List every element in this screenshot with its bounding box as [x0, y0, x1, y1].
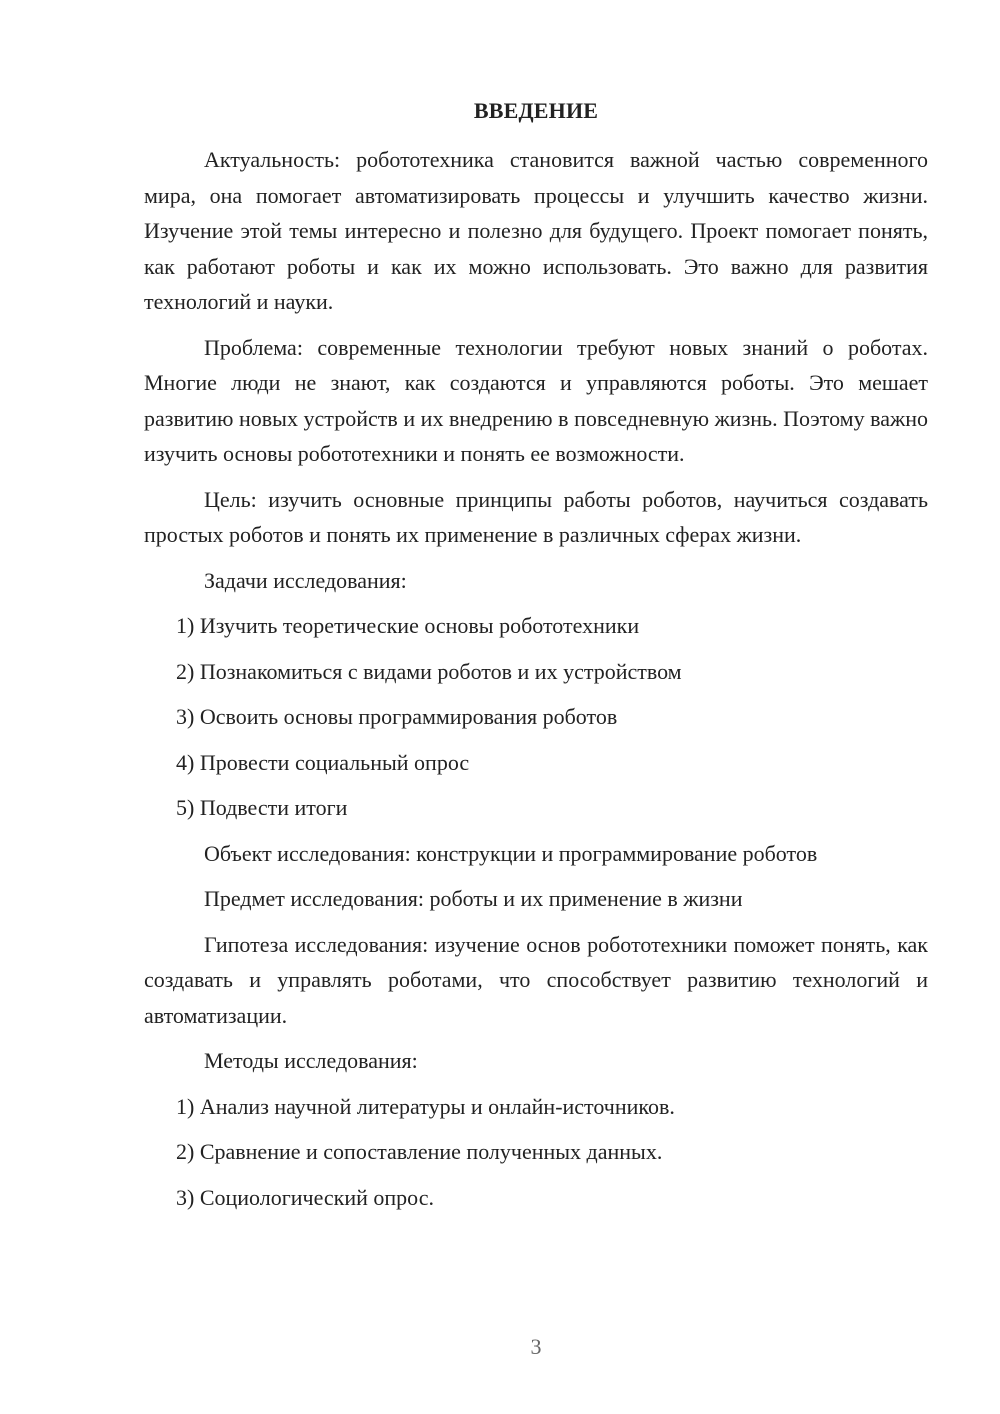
task-item: 3) Освоить основы программирования роботов	[176, 704, 618, 729]
methods-list	[144, 1089, 928, 1216]
object-line: Объект исследования: конструкции и программирование роботов	[204, 840, 818, 866]
page-number: 3	[530, 1334, 542, 1359]
task-item: 5) Подвести итоги	[176, 795, 348, 820]
methods-title: Методы исследования:	[204, 1048, 418, 1073]
problem-paragraph: Проблема: современные технологии требуют новых знаний о роботах. Многие люди не знают, как создаются и управляются роботы. Это мешает развитию новых устройств и их внедрению в повседневную жизнь. Поэтому важно изучить основы робототехники и понять ее возможности.	[144, 334, 928, 466]
task-item: 4) Провести социальный опрос	[176, 749, 470, 775]
relevance-paragraph: Актуальность: робототехника становится важной частью современного мира, она помогает автоматизировать процессы и улучшить качество жизни. Изучение этой темы интересно и полезно для будущего. Проект помогает понять, как работают роботы и как их можно использовать. Это важно для развития технологий и науки.	[144, 147, 928, 314]
method-item: 3) Социологический опрос.	[176, 1184, 434, 1210]
method-item: 2) Сравнение и сопоставление полученных данных.	[176, 1139, 663, 1164]
task-item: 1) Изучить теоретические основы робототехники	[176, 613, 640, 638]
section-heading: ВВЕДЕНИЕ	[473, 98, 599, 123]
subject-line: Предмет исследования: роботы и их применение в жизни	[204, 886, 743, 911]
tasks-list	[144, 608, 928, 826]
method-item: 1) Анализ научной литературы и онлайн-источников.	[176, 1093, 675, 1119]
page-content	[144, 96, 928, 1225]
tasks-title: Задачи исследования:	[204, 567, 407, 593]
hypothesis-paragraph: Гипотеза исследования: изучение основ робототехники поможет понять, как создавать и управлять роботами, что способствует развитию технологий и автоматизации.	[144, 931, 928, 1028]
goal-paragraph: Цель: изучить основные принципы работы роботов, научиться создавать простых роботов и понять их применение в различных сферах жизни.	[144, 486, 928, 547]
task-item: 2) Познакомиться с видами роботов и их устройством	[176, 658, 682, 684]
